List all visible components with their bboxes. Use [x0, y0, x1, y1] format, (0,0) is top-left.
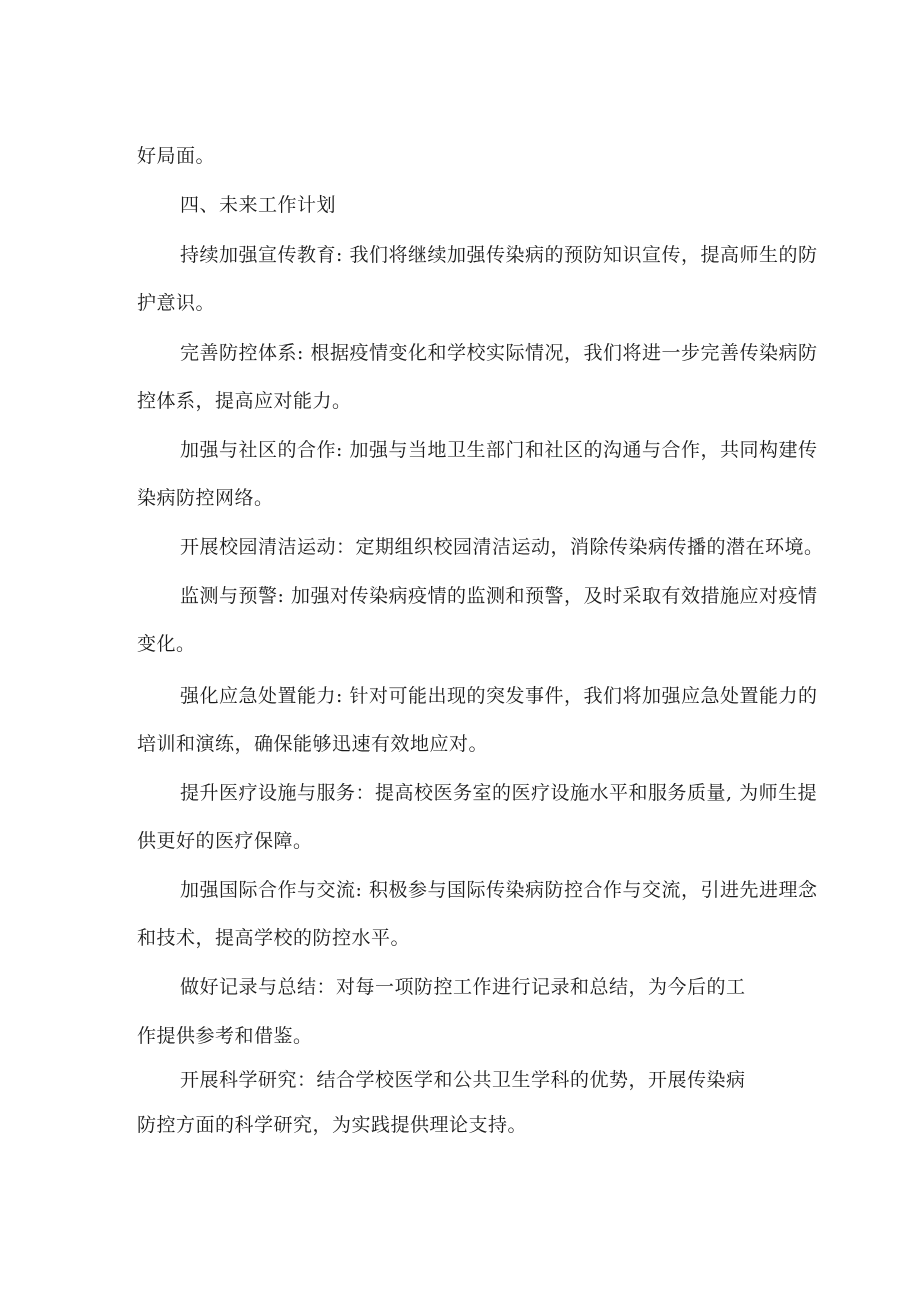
section-heading: 四、未来工作计划 — [180, 194, 337, 216]
paragraph-line: 染病防控网络。 — [137, 487, 274, 509]
paragraph-line: 作提供参考和借鉴。 — [137, 1025, 313, 1047]
paragraph-line: 防控方面的科学研究，为实践提供理论支持。 — [137, 1114, 528, 1136]
paragraph-line: 监测与预警: 加强对传染病疫情的监测和预警，及时采取有效措施应对疫情 — [180, 585, 818, 607]
paragraph-line: 持续加强宣传教育: 我们将继续加强传染病的预防知识宣传，提高师生的防 — [180, 244, 818, 266]
paragraph-line: 做好记录与总结：对每一项防控工作进行记录和总结，为今后的工 — [180, 976, 746, 998]
paragraph-line: 和技术，提高学校的防控水平。 — [137, 927, 411, 949]
paragraph-line: 提升医疗设施与服务：提高校医务室的医疗设施水平和服务质量, 为师生提 — [180, 782, 818, 804]
paragraph-line: 控体系，提高应对能力。 — [137, 390, 352, 412]
paragraph-line: 加强与社区的合作: 加强与当地卫生部门和社区的沟通与合作，共同构建传 — [180, 439, 818, 461]
paragraph-line: 培训和演练，确保能够迅速有效地应对。 — [137, 733, 489, 755]
paragraph-line: 强化应急处置能力: 针对可能出现的突发事件，我们将加强应急处置能力的 — [180, 685, 818, 707]
paragraph-line: 加强国际合作与交流: 积极参与国际传染病防控合作与交流，引进先进理念 — [180, 879, 818, 901]
paragraph-line: 开展校园清洁运动：定期组织校园清洁运动，消除传染病传播的潜在环境。 — [180, 536, 824, 558]
paragraph-line: 开展科学研究：结合学校医学和公共卫生学科的优势，开展传染病 — [180, 1069, 746, 1091]
paragraph-line: 供更好的医疗保障。 — [137, 830, 313, 852]
paragraph-line: 变化。 — [137, 633, 196, 655]
paragraph-line: 护意识。 — [137, 292, 216, 314]
paragraph-line: 完善防控体系: 根据疫情变化和学校实际情况，我们将进一步完善传染病防 — [180, 342, 818, 364]
intro-tail: 好局面。 — [137, 145, 216, 167]
